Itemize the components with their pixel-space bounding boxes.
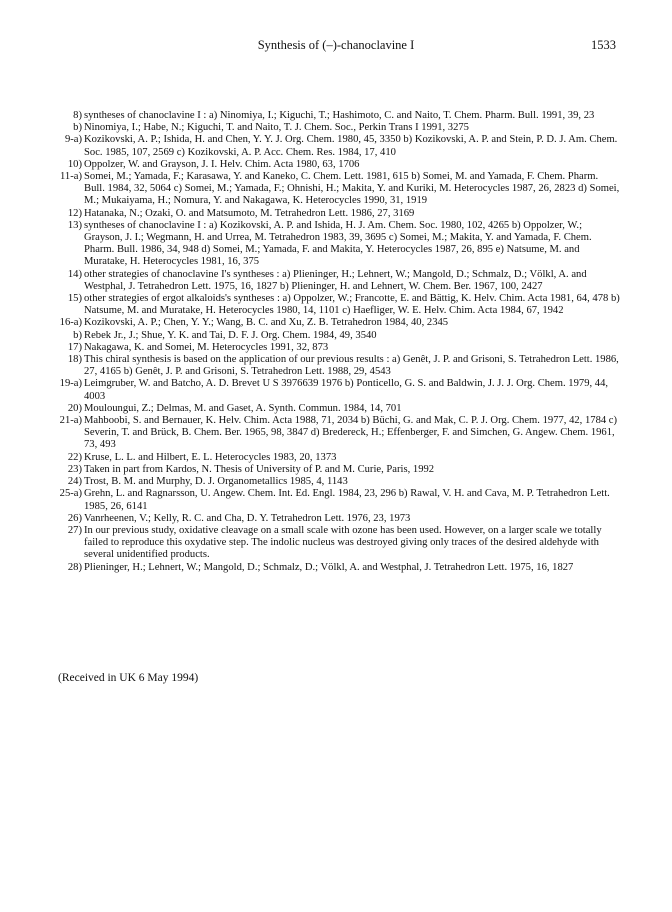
reference-text: Nakagawa, K. and Somei, M. Heterocycles 1991, 32, 873 [84,341,329,353]
reference-item [70,330,620,342]
reference-text: In our previous study, oxidative cleavage on a small scale with ozone has been used. However, on a larger scale we totally failed to reproduce this oxydative step. The indolic nucleus was destroyed giving only traces of the desired aldehyde with several unidentified products. [84,524,602,561]
reference-number: 26) [67,512,82,524]
reference-item [67,158,620,171]
reference-text: This chiral synthesis is based on the application of our previous results : a) Genêt, J. P. and Grisoni, S. Tetrahedron Lett. 1986, 27, 4165 b) Genêt, J. P. and Grisoni, S. Tetrahedron Lett. 1988, 29, 4543 [84,354,619,378]
received-note: (Received in UK 6 May 1994) [58,672,199,684]
page-header [0,38,672,58]
reference-item [59,378,620,402]
reference-item [67,207,620,220]
reference-number: 27) [67,524,82,536]
reference-number: 16-a) [59,317,82,329]
reference-number: b) [73,122,82,134]
reference-item [67,463,620,476]
reference-text: other strategies of chanoclavine I's syntheses : a) Plieninger, H.; Lehnert, W.; Mangold, D.; Schmalz, D.; Völkl, A. and Westphal, J. Tetrahedron Lett. 1975, 16, 1827 b) Plieninger, H. and Lehnert, W. Chem. Ber. 1967, 100, 2427 [84,268,587,292]
reference-item [67,293,620,317]
reference-text: Mouloungui, Z.; Delmas, M. and Gaset, A. Synth. Commun. 1984, 14, 701 [84,402,402,414]
reference-text: Somei, M.; Yamada, F.; Karasawa, Y. and Kaneko, C. Chem. Lett. 1981, 615 b) Somei, M. and Yamada, F. Chem. Pharm. Bull. 1984, 32, 5064 c) Somei, M.; Yamada, F.; Ohnishi, H.; Makita, Y. and Kuriki, M. Heterocycles 1987, 26, 2823 d) Somei, M.; Mukaiyama, H.; Nomura, Y. and Nakagawa, K. Heterocycles 1990, 31, 1919 [84,171,620,207]
reference-text: Oppolzer, W. and Grayson, J. I. Helv. Chim. Acta 1980, 63, 1706 [84,158,360,170]
reference-item [67,354,620,378]
reference-number: 15) [67,293,82,305]
reference-item [67,268,620,293]
reference-item [60,171,620,208]
reference-text: Mahboobi, S. and Bernauer, K. Helv. Chim. Acta 1988, 71, 2034 b) Büchi, G. and Mak, C. P. J. Org. Chem. 1977, 42, 1784 c) Severin, T. and Brück, B. Chem. Ber. 1965, 98, 3847 d) Bredereck, H.; Effenberger, F. and Simchen, G. Angew. Chem. 1961, 73, 493 [84,415,618,451]
reference-item [67,219,620,269]
reference-item [59,415,620,452]
reference-text: Kruse, L. L. and Hilbert, E. L. Heterocycles 1983, 20, 1373 [84,451,337,463]
reference-text: syntheses of chanoclavine I : a) Kozikovski, A. P. and Ishida, H. J. Am. Chem. Soc. 1980, 102, 4265 b) Oppolzer, W.; Grayson, J. I.; Wegmann, H. and Urrea, M. Tetrahedron 1983, 39, 3695 c) Somei, M.; Makita, Y. and Yamada, F. Chem. Pharm. Bull. 1986, 34, 948 d) Somei, M.; Yamada, F. and Makita, Y. Heterocycles 1987, 26, 895 e) Natsume, M. and Muratake, H. Heterocycles 1981, 16, 375 [84,219,592,268]
reference-item [67,524,620,562]
reference-text: Plieninger, H.; Lehnert, W.; Mangold, D.; Schmalz, D.; Völkl, A. and Westphal, J. Tetrahedron Lett. 1975, 16, 1827 [84,561,574,573]
reference-item [67,561,620,574]
reference-text: Grehn, L. and Ragnarsson, U. Angew. Chem. Int. Ed. Engl. 1984, 23, 296 b) Rawal, V. H. and Cava, M. P. Tetrahedron Lett. 1985, 26, 6141 [84,488,610,512]
reference-number: 12) [67,207,82,219]
reference-number: 8) [73,110,82,121]
reference-text: Kozikovski, A. P.; Ishida, H. and Chen, Y. Y. J. Org. Chem. 1980, 45, 3350 b) Kozikovski, A. P. and Stein, P. D. J. Am. Chem. Soc. 1985, 107, 2569 c) Kozikovski, A. P. Acc. Chem. Res. 1984, 17, 410 [84,134,618,158]
reference-item [67,512,620,525]
reference-item [64,134,620,158]
reference-text: Trost, B. M. and Murphy, D. J. Organometallics 1985, 4, 1143 [84,476,348,488]
reference-item [67,341,620,354]
reference-number: 21-a) [59,415,82,427]
reference-number: 9-a) [64,134,82,146]
reference-number: 18) [67,354,82,366]
reference-item [67,402,620,415]
reference-text: Vanrheenen, V.; Kelly, R. C. and Cha, D. Y. Tetrahedron Lett. 1976, 23, 1973 [84,512,411,524]
reference-text: Rebek Jr., J.; Shue, Y. K. and Tai, D. F. J. Org. Chem. 1984, 49, 3540 [84,329,377,341]
reference-item [67,451,620,464]
reference-number: 17) [67,341,82,353]
reference-text: Kozikovski, A. P.; Chen, Y. Y.; Wang, B. C. and Xu, Z. B. Tetrahedron 1984, 40, 2345 [84,317,449,329]
page-number: 1533 [591,38,616,52]
reference-number: 20) [67,402,82,414]
reference-number: 24) [67,476,82,488]
reference-text: syntheses of chanoclavine I : a) Ninomiya, I.; Kiguchi, T.; Hashimoto, C. and Naito, T. Chem. Pharm. Bull. 1991, 39, 23 [84,110,595,121]
reference-text: Hatanaka, N.; Ozaki, O. and Matsumoto, M. Tetrahedron Lett. 1986, 27, 3169 [84,207,415,219]
reference-number: 10) [67,158,82,170]
reference-text: other strategies of ergot alkaloids's syntheses : a) Oppolzer, W.; Francotte, E. and Bättig, K. Helv. Chim. Acta 1981, 64, 478 b) Natsume, M. and Muratake, H. Heterocycles 1980, 14, 1101 c) Haefliger, W. E. Helv. Chim. Acta 1984, 67, 1942 [84,293,620,317]
reference-text: Taken in part from Kardos, N. Thesis of University of P. and M. Curie, Paris, 1992 [84,463,435,475]
reference-number: 28) [67,561,82,573]
reference-number: 13) [67,219,82,231]
reference-number: 11-a) [60,171,82,183]
reference-number: 14) [67,268,82,280]
reference-item [70,110,620,122]
reference-text: Ninomiya, I.; Habe, N.; Kiguchi, T. and Naito, T. J. Chem. Soc., Perkin Trans I 1991, 3275 [84,122,469,134]
reference-number: 22) [67,451,82,463]
reference-list [59,110,620,574]
reference-number: 23) [67,463,82,475]
reference-text: Leimgruber, W. and Batcho, A. D. Brevet U S 3976639 1976 b) Ponticello, G. S. and Baldwin, J. J. J. Org. Chem. 1979, 44, 4003 [84,378,609,402]
reference-item [59,317,620,329]
reference-number: 25-a) [59,488,82,500]
reference-item [70,122,620,134]
reference-number: 19-a) [59,378,82,390]
reference-number: b) [73,329,82,341]
running-title: Synthesis of (–)-chanoclavine I [257,38,415,52]
reference-item [59,488,620,512]
reference-item [67,476,620,488]
